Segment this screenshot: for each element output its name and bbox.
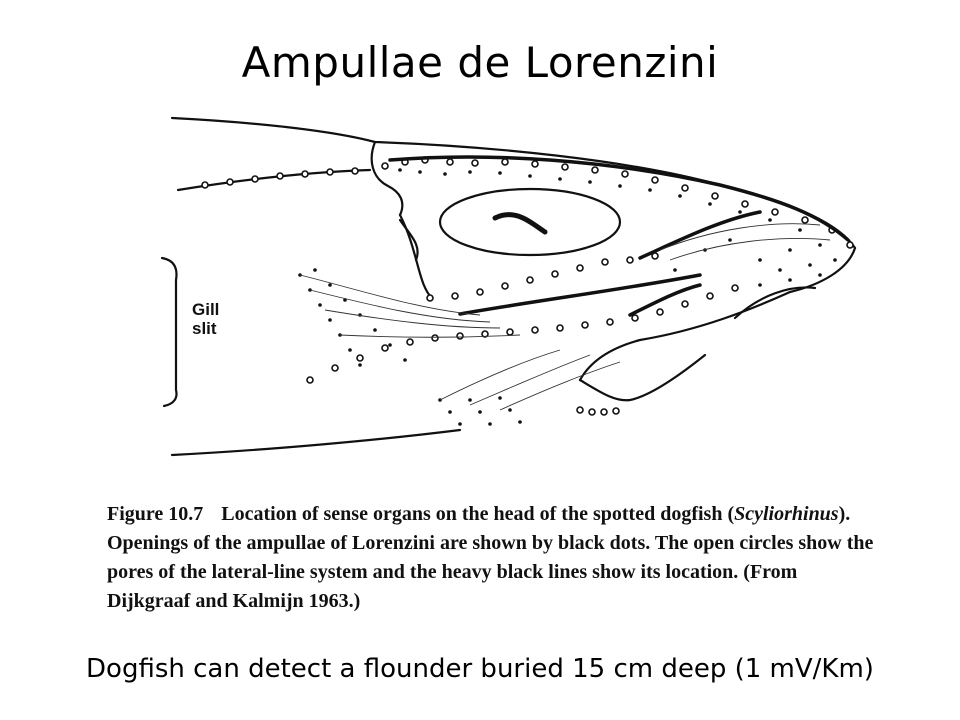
- dogfish-head-diagram: [160, 100, 880, 490]
- gill-label-line2: slit: [192, 319, 217, 338]
- head-ridge: [372, 142, 403, 215]
- snout-tip: [790, 248, 855, 292]
- pupil: [495, 215, 545, 232]
- gill-bracket: [162, 258, 177, 406]
- caption-text-part2: ). Openings of the ampullae of Lorenzini are shown by black dots. The open circles show the pores of the lateral-line system and the heavy black lines show its location. (From Dijkgraaf and Kalmijn 1963.): [107, 503, 874, 612]
- caption-genus: Scyliorhinus: [734, 503, 839, 525]
- gill-slit-label: [192, 300, 219, 338]
- slide-title: Ampullae de Lorenzini: [241, 38, 719, 87]
- gill-label-line1: Gill: [192, 300, 220, 319]
- belly-line: [172, 430, 460, 455]
- figure-caption: [107, 500, 877, 616]
- slide-footer: Dogfish can detect a flounder buried 15 cm deep (1 mV/Km): [86, 654, 874, 684]
- mouth-line: [735, 287, 815, 318]
- caption-text-part1: Location of sense organs on the head of the spotted dogfish (: [221, 503, 735, 525]
- chin: [580, 355, 705, 400]
- dorsal-outline: [172, 118, 855, 248]
- figure-number: Figure 10.7: [107, 503, 204, 525]
